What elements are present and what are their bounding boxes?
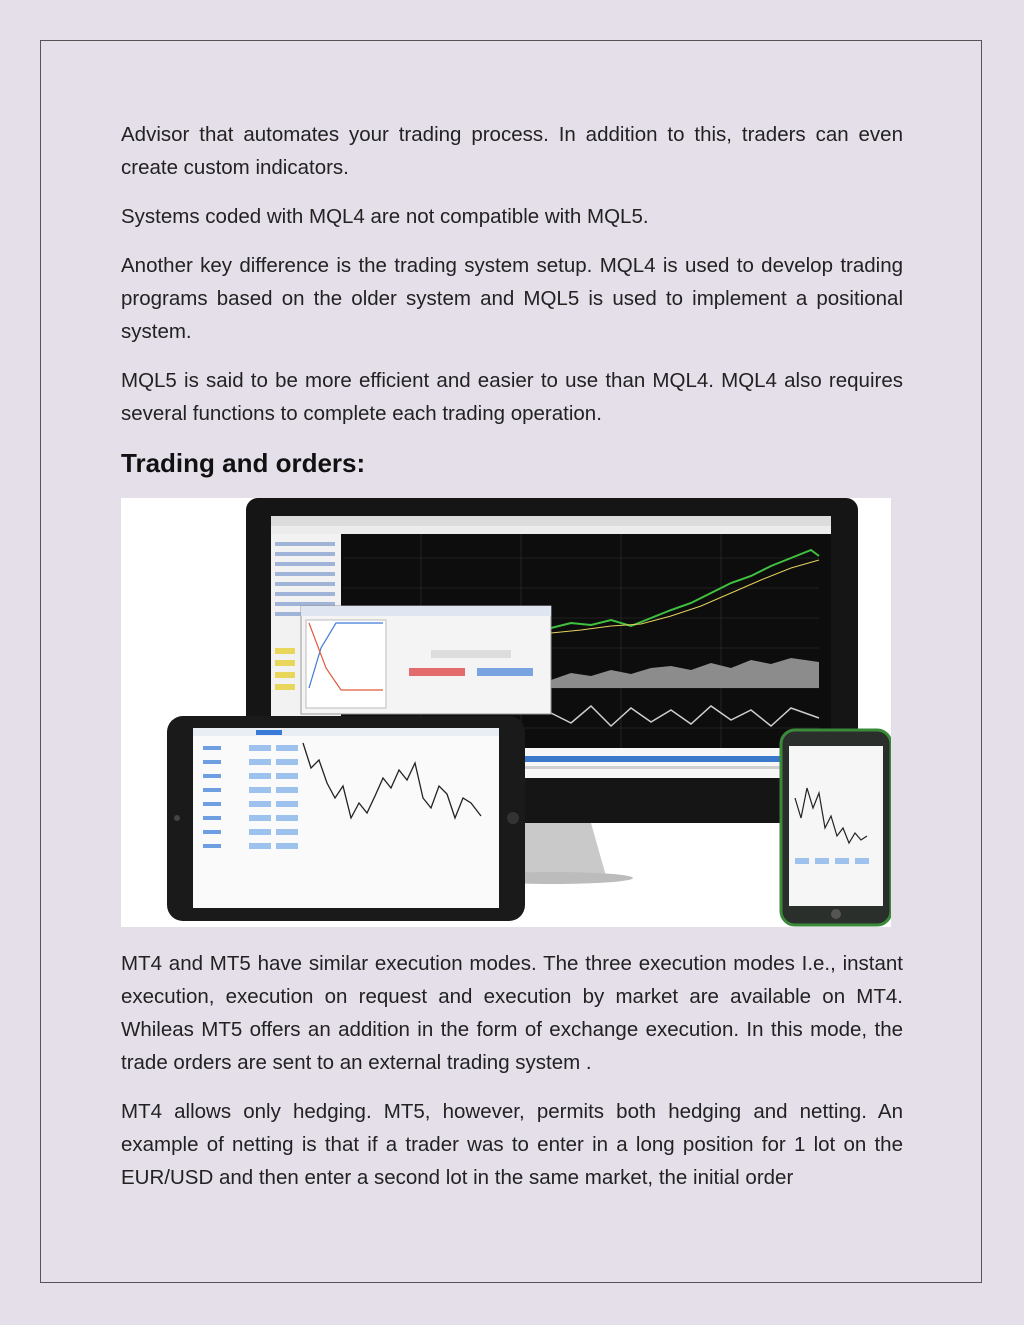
platform-devices-image (121, 498, 891, 927)
section-heading: Trading and orders: (121, 448, 366, 478)
paragraph: Systems coded with MQL4 are not compatible with MQL5. (121, 205, 649, 228)
paragraph: MQL5 is said to be more efficient and easier to use than MQL4. MQL4 also requires several functions to complete each trading operation. (121, 369, 903, 425)
paragraph: Advisor that automates your trading process. In addition to this, traders can even create custom indicators. (121, 123, 903, 179)
paragraph: MT4 and MT5 have similar execution modes. The three execution modes I.e., instant execution, execution on request and execution by market are available on MT4. Whileas MT5 offers an addition in the form of exchange execution. In this mode, the trade orders are sent to an external trading system . (121, 952, 903, 1074)
devices-illustration (121, 498, 891, 927)
document-body (121, 118, 903, 1210)
paragraph: Another key difference is the trading system setup. MQL4 is used to develop trading programs based on the older system and MQL5 is used to implement a positional system. (121, 254, 903, 343)
paragraph: MT4 allows only hedging. MT5, however, permits both hedging and netting. An example of netting is that if a trader was to enter in a long position for 1 lot on the EUR/USD and then enter a second lot in the same market, the initial order (121, 1100, 903, 1189)
